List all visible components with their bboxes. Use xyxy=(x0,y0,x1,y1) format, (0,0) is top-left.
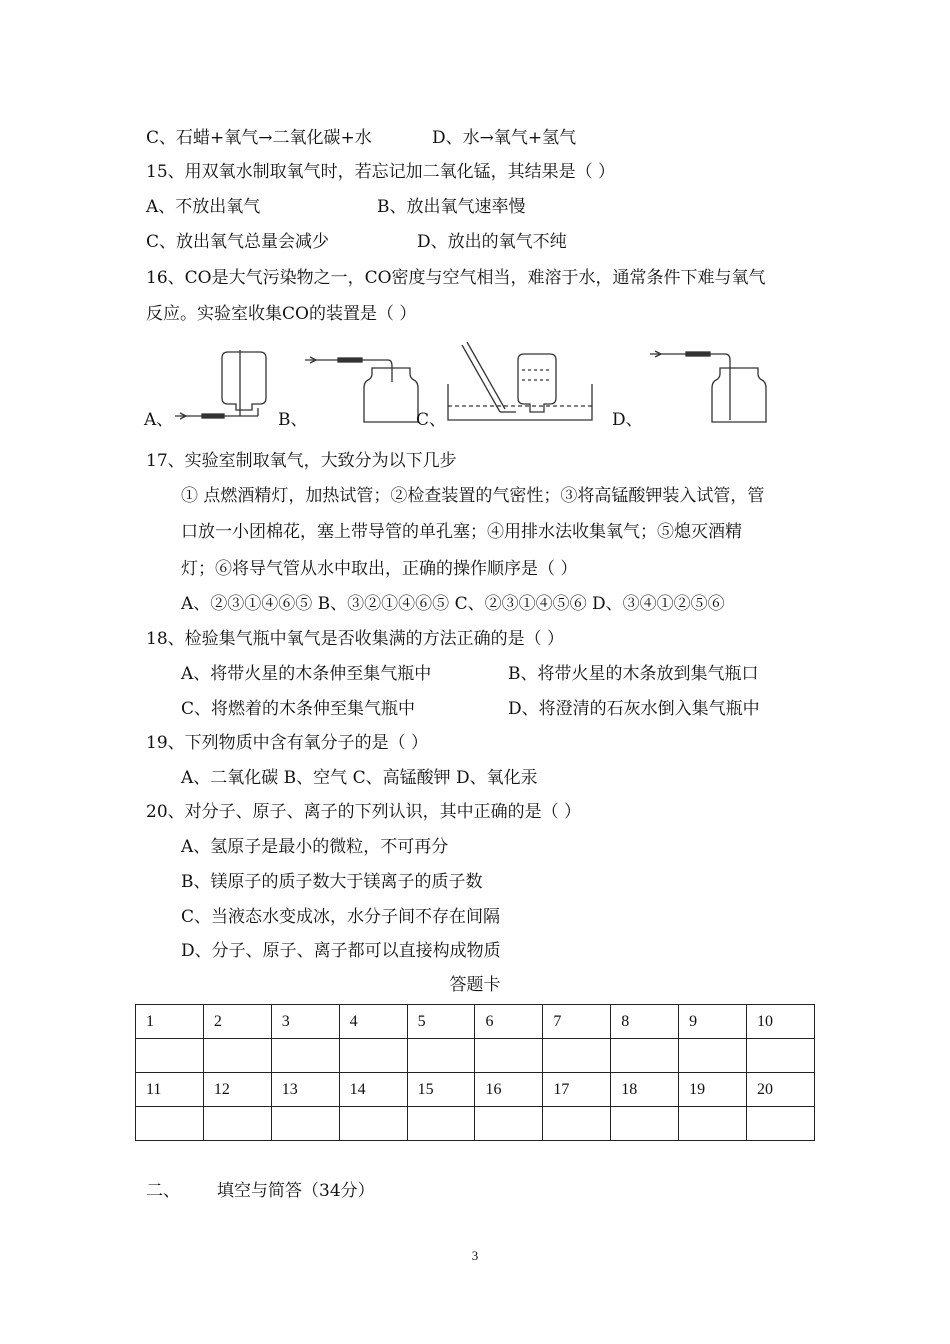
answer-number-cell: 2 xyxy=(203,1005,271,1039)
q15-option-a: A、不放出氧气 xyxy=(146,197,261,217)
answer-blank-cell[interactable] xyxy=(543,1107,611,1141)
answer-number-cell: 9 xyxy=(679,1005,747,1039)
section-2-number: 二、 xyxy=(146,1181,180,1201)
answer-row-numbers-2 xyxy=(136,1073,815,1107)
q20-option-b: B、镁原子的质子数大于镁离子的质子数 xyxy=(181,872,483,892)
answer-number-cell: 13 xyxy=(271,1073,339,1107)
answer-blank-cell[interactable] xyxy=(271,1107,339,1141)
answer-blank-cell[interactable] xyxy=(136,1039,204,1073)
q18-option-d: D、将澄清的石灰水倒入集气瓶中 xyxy=(508,699,760,719)
answer-number-cell: 4 xyxy=(339,1005,407,1039)
question-17-steps-line3: 灯；⑥将导气管从水中取出，正确的操作顺序是（ ） xyxy=(181,559,578,579)
question-19-options: A、二氧化碳 B、空气 C、高锰酸钾 D、氧化汞 xyxy=(181,768,538,788)
apparatus-b xyxy=(305,357,418,422)
apparatus-label-d: D、 xyxy=(612,410,643,430)
q20-option-c: C、当液态水变成冰，水分子间不存在间隔 xyxy=(181,907,501,927)
answer-number-cell: 19 xyxy=(679,1073,747,1107)
question-17-steps-line1: ① 点燃酒精灯，加热试管；②检查装置的气密性；③将高锰酸钾装入试管，管 xyxy=(181,486,765,506)
page-number: 3 xyxy=(471,1248,479,1263)
q18-option-a: A、将带火星的木条伸至集气瓶中 xyxy=(181,664,432,684)
apparatus-label-a: A、 xyxy=(144,410,174,430)
apparatus-label-b: B、 xyxy=(278,410,308,430)
answer-blank-cell[interactable] xyxy=(679,1107,747,1141)
question-15: 15、用双氧水制取氧气时，若忘记加二氧化锰，其结果是（ ） xyxy=(146,162,616,182)
answer-number-cell: 6 xyxy=(475,1005,543,1039)
answer-card-title: 答题卡 xyxy=(449,975,501,995)
answer-blank-cell[interactable] xyxy=(611,1107,679,1141)
answer-number-cell: 3 xyxy=(271,1005,339,1039)
answer-number-cell: 7 xyxy=(543,1005,611,1039)
apparatus-a xyxy=(175,350,266,419)
answer-number-cell: 10 xyxy=(747,1005,815,1039)
answer-blank-cell[interactable] xyxy=(543,1039,611,1073)
answer-blank-cell[interactable] xyxy=(136,1107,204,1141)
answer-number-cell: 12 xyxy=(203,1073,271,1107)
section-2-title: 填空与简答（34分） xyxy=(217,1181,375,1201)
q18-option-c: C、将燃着的木条伸至集气瓶中 xyxy=(181,699,416,719)
question-19: 19、下列物质中含有氧分子的是（ ） xyxy=(146,733,429,753)
question-16-line1: 16、CO是大气污染物之一，CO密度与空气相当，难溶于水，通常条件下难与氧气 xyxy=(146,268,766,288)
answer-number-cell: 14 xyxy=(339,1073,407,1107)
q14-option-d: D、水→氧气+氢气 xyxy=(432,128,577,148)
q20-option-a: A、氢原子是最小的微粒，不可再分 xyxy=(181,837,449,857)
question-20: 20、对分子、原子、离子的下列认识，其中正确的是（ ） xyxy=(146,802,582,822)
q15-option-c: C、放出氧气总量会减少 xyxy=(146,232,330,252)
answer-number-cell: 17 xyxy=(543,1073,611,1107)
gas-collection-apparatus-diagram xyxy=(140,340,820,435)
q20-option-d: D、分子、原子、离子都可以直接构成物质 xyxy=(181,941,501,961)
answer-blank-cell[interactable] xyxy=(747,1107,815,1141)
answer-blank-cell[interactable] xyxy=(407,1039,475,1073)
answer-number-cell: 20 xyxy=(747,1073,815,1107)
apparatus-label-c: C、 xyxy=(416,410,447,430)
apparatus-drawing xyxy=(140,340,820,435)
answer-row-numbers-1 xyxy=(136,1005,815,1039)
question-16-line2: 反应。实验室收集CO的装置是（ ） xyxy=(146,304,417,324)
answer-blank-cell[interactable] xyxy=(203,1039,271,1073)
answer-card-table xyxy=(135,1004,815,1141)
apparatus-d xyxy=(650,351,766,422)
answer-blank-cell[interactable] xyxy=(611,1039,679,1073)
answer-blank-cell[interactable] xyxy=(747,1039,815,1073)
question-17-steps-line2: 口放一小团棉花，塞上带导管的单孔塞；④用排水法收集氧气；⑤熄灭酒精 xyxy=(181,522,742,542)
answer-blank-cell[interactable] xyxy=(271,1039,339,1073)
answer-number-cell: 8 xyxy=(611,1005,679,1039)
answer-number-cell: 11 xyxy=(136,1073,204,1107)
q15-option-d: D、放出的氧气不纯 xyxy=(417,232,567,252)
answer-blank-cell[interactable] xyxy=(203,1107,271,1141)
answer-blank-cell[interactable] xyxy=(475,1039,543,1073)
answer-blank-cell[interactable] xyxy=(339,1039,407,1073)
question-17: 17、实验室制取氧气，大致分为以下几步 xyxy=(146,451,457,471)
question-18: 18、检验集气瓶中氧气是否收集满的方法正确的是（ ） xyxy=(146,629,565,649)
question-17-options: A、②③①④⑥⑤ B、③②①④⑥⑤ C、②③①④⑤⑥ D、③④①②⑤⑥ xyxy=(181,594,725,614)
answer-blank-cell[interactable] xyxy=(475,1107,543,1141)
answer-blank-cell[interactable] xyxy=(679,1039,747,1073)
answer-number-cell: 18 xyxy=(611,1073,679,1107)
q15-option-b: B、放出氧气速率慢 xyxy=(377,197,526,217)
q18-option-b: B、将带火星的木条放到集气瓶口 xyxy=(508,664,759,684)
answer-row-blank-1 xyxy=(136,1039,815,1073)
apparatus-c xyxy=(448,342,592,420)
answer-number-cell: 15 xyxy=(407,1073,475,1107)
q14-option-c: C、石蜡+氧气→二氧化碳+水 xyxy=(146,128,372,148)
answer-number-cell: 1 xyxy=(136,1005,204,1039)
answer-number-cell: 16 xyxy=(475,1073,543,1107)
answer-number-cell: 5 xyxy=(407,1005,475,1039)
answer-row-blank-2 xyxy=(136,1107,815,1141)
answer-blank-cell[interactable] xyxy=(339,1107,407,1141)
answer-blank-cell[interactable] xyxy=(407,1107,475,1141)
